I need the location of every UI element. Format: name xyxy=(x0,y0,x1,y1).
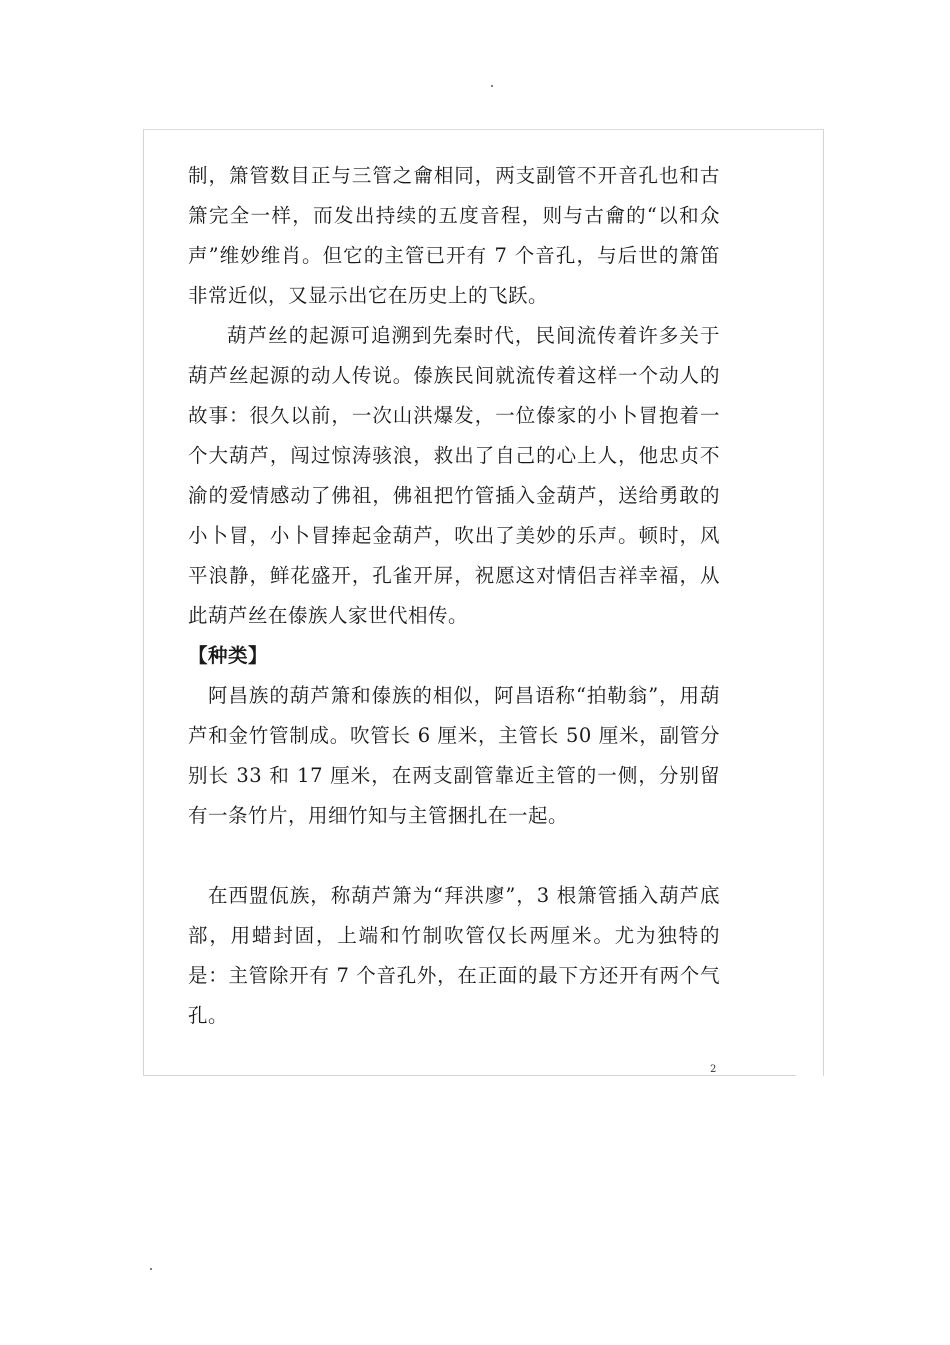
paragraph-3: 阿昌族的葫芦箫和傣族的相似，阿昌语称“拍勒翁”，用葫芦和金竹管制成。吹管长 6 厘米，主管长 50 厘米，副管分别长 33 和 17 厘米，在两支副管靠近主管的一侧，分别留有一条竹片，用细竹知与主管捆扎在一起。 xyxy=(188,684,720,827)
page-number: 2 xyxy=(710,1064,717,1075)
section-heading: 【种类】 xyxy=(188,644,269,667)
page-frame-bottom-rule xyxy=(143,1075,796,1076)
paragraph-2: 葫芦丝的起源可追溯到先秦时代，民间流传着许多关于葫芦丝起源的动人传说。傣族民间就流传着这样一个动人的故事：很久以前，一次山洪爆发，一位傣家的小卜冒抱着一个大葫芦，闯过惊涛骇浪，救出了自己的心上人，他忠贞不渝的爱情感动了佛祖，佛祖把竹管插入金葫芦，送给勇敢的小卜冒，小卜冒捧起金葫芦，吹出了美妙的乐声。顿时，风平浪静，鲜花盛开，孔雀开屏，祝愿这对情侣吉祥幸福，从此葫芦丝在傣族人家世代相传。 xyxy=(188,324,720,627)
paragraph-gap xyxy=(188,836,720,876)
bottom-dot xyxy=(150,1268,152,1270)
page-body xyxy=(188,156,720,1036)
paragraph-1: 制，箫管数目正与三管之龠相同，两支副管不开音孔也和古箫完全一样，而发出持续的五度音程，则与古龠的“以和众声”维妙维肖。但它的主管已开有 7 个音孔，与后世的箫笛非常近似，又显示出它在历史上的飞跃。 xyxy=(188,164,720,307)
paragraph-4: 在西盟佤族，称葫芦箫为“拜洪廖”，3 根箫管插入葫芦底部，用蜡封固，上端和竹制吹管仅长两厘米。尤为独特的是：主管除开有 7 个音孔外，在正面的最下方还开有两个气孔。 xyxy=(188,884,720,1027)
top-dot xyxy=(491,85,493,87)
